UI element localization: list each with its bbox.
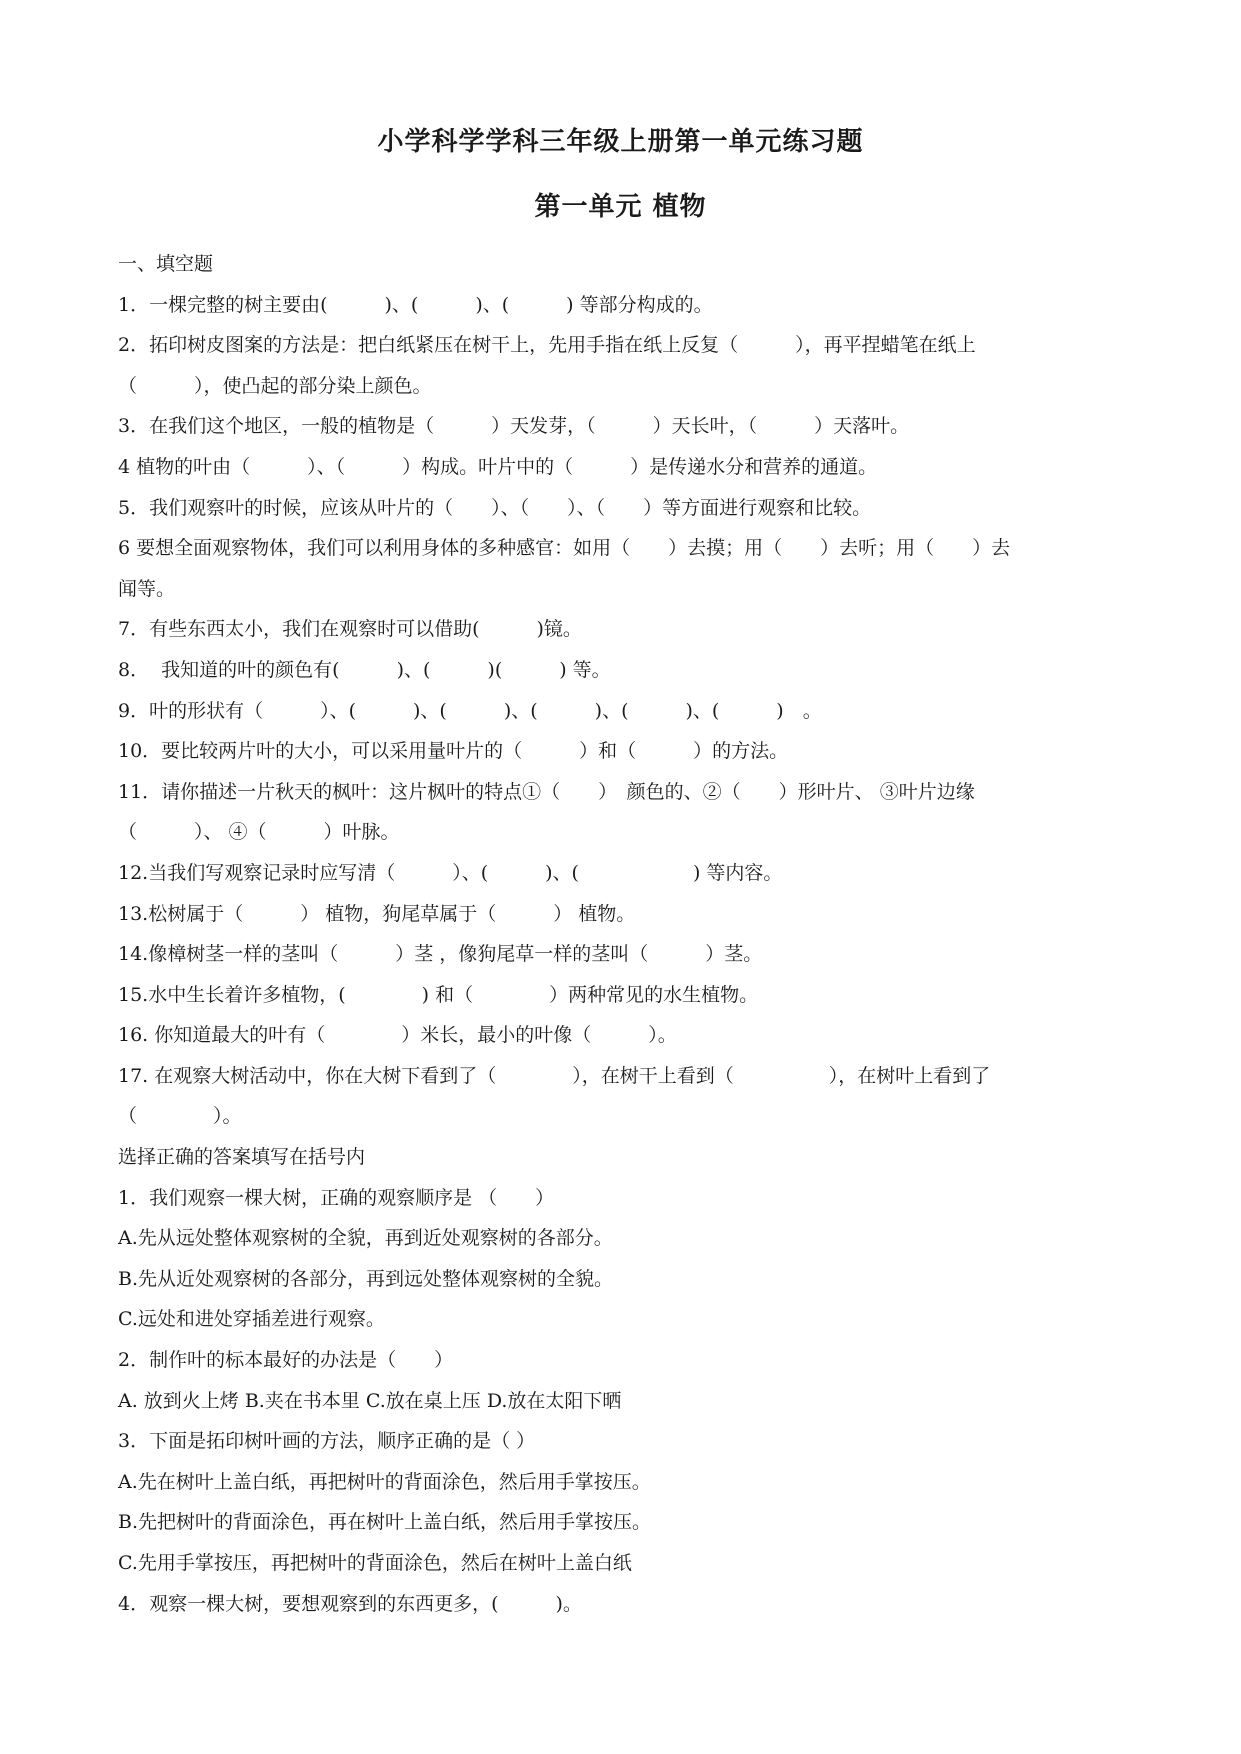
question-line: 8． 我知道的叶的颜色有( )、( )( ) 等。 bbox=[118, 658, 611, 681]
question-line: 4．观察一棵大树，要想观察到的东西更多，( )。 bbox=[118, 1592, 582, 1615]
question-line: 14.像樟树茎一样的茎叫（ ）茎 ，像狗尾草一样的茎叫（ ）茎。 bbox=[118, 943, 763, 966]
answer-option: C.远处和进处穿插差进行观察。 bbox=[118, 1308, 385, 1331]
question-line: 2．拓印树皮图案的方法是：把白纸紧压在树干上，先用手指在纸上反复（ ），再平捏蜡笔在纸上 bbox=[118, 334, 976, 357]
exercise-content bbox=[118, 244, 1128, 1624]
question-line: 4 植物的叶由（ ）、（ ）构成。叶片中的（ ）是传递水分和营养的通道。 bbox=[118, 455, 878, 478]
answer-option: A.先在树叶上盖白纸，再把树叶的背面涂色，然后用手掌按压。 bbox=[118, 1470, 651, 1493]
question-line: （ ）、 ④（ ）叶脉。 bbox=[118, 821, 400, 844]
section-heading-fill-blank: 一、填空题 bbox=[118, 253, 214, 275]
question-line: 1．一棵完整的树主要由( )、( )、( ) 等部分构成的。 bbox=[118, 293, 713, 316]
question-line: 6 要想全面观察物体，我们可以利用身体的多种感官：如用（ ）去摸；用（ ）去听；用（ ）去 bbox=[118, 537, 1011, 560]
answer-option: C.先用手掌按压，再把树叶的背面涂色，然后在树叶上盖白纸 bbox=[118, 1552, 632, 1574]
answer-option: B.先把树叶的背面涂色，再在树叶上盖白纸，然后用手掌按压。 bbox=[118, 1511, 652, 1534]
question-line: （ ），使凸起的部分染上颜色。 bbox=[118, 374, 432, 397]
unit-title: 第一单元 植物 bbox=[534, 192, 707, 222]
question-line: 1．我们观察一棵大树，正确的观察顺序是 （ ） bbox=[118, 1186, 555, 1209]
question-line: 10．要比较两片叶的大小，可以采用量叶片的（ ）和（ ）的方法。 bbox=[118, 740, 789, 763]
question-line: 闻等。 bbox=[118, 577, 176, 600]
answer-option: A. 放到火上烤 B.夹在书本里 C.放在桌上压 D.放在太阳下晒 bbox=[118, 1389, 622, 1412]
question-line: 17. 在观察大树活动中，你在大树下看到了（ ），在树干上看到（ ），在树叶上看到了 bbox=[118, 1064, 991, 1087]
question-line: 16. 你知道最大的叶有（ ）米长，最小的叶像（ ）。 bbox=[118, 1024, 677, 1047]
question-line: （ ）。 bbox=[118, 1105, 242, 1128]
question-line: 12.当我们写观察记录时应写清（ ）、( )、( ) 等内容。 bbox=[118, 861, 783, 884]
question-line: 13.松树属于（ ） 植物，狗尾草属于（ ） 植物。 bbox=[118, 902, 636, 925]
document-title: 小学科学学科三年级上册第一单元练习题 bbox=[377, 127, 864, 157]
question-line: 5．我们观察叶的时候，应该从叶片的（ ）、（ ）、（ ）等方面进行观察和比较。 bbox=[118, 496, 872, 519]
question-line: 2．制作叶的标本最好的办法是（ ） bbox=[118, 1349, 454, 1372]
question-line: 3．下面是拓印树叶画的方法，顺序正确的是（ ） bbox=[118, 1430, 536, 1453]
question-line: 11．请你描述一片秋天的枫叶：这片枫叶的特点①（ ） 颜色的、②（ ）形叶片、 ③叶片边缘 bbox=[118, 780, 975, 803]
question-line: 3．在我们这个地区，一般的植物是（ ）天发芽，（ ）天长叶，（ ）天落叶。 bbox=[118, 415, 910, 438]
answer-option: B.先从近处观察树的各部分，再到远处整体观察树的全貌。 bbox=[118, 1267, 614, 1290]
question-line: 7．有些东西太小，我们在观察时可以借助( )镜。 bbox=[118, 618, 582, 641]
answer-option: A.先从远处整体观察树的全貌，再到近处观察树的各部分。 bbox=[118, 1227, 613, 1250]
question-line: 9．叶的形状有（ ）、( )、( )、( )、( )、( ) 。 bbox=[118, 699, 822, 722]
section-heading-choice: 选择正确的答案填写在括号内 bbox=[118, 1146, 366, 1169]
question-line: 15.水中生长着许多植物，( ) 和（ ）两种常见的水生植物。 bbox=[118, 983, 759, 1006]
